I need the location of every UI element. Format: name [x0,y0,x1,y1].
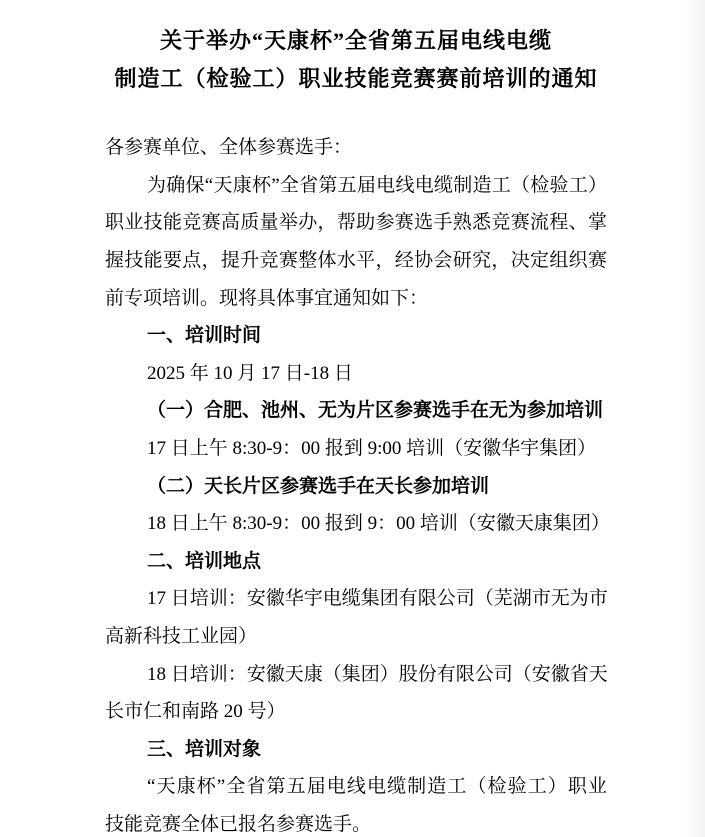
section-2-heading: 二、培训地点 [147,550,262,572]
venue-day17-line-2: 高新科技工业园） [105,625,258,647]
section-1-sub-1-heading: （一）合肥、池州、无为片区参赛选手在无为参加培训 [147,400,604,422]
training-date-line: 2025 年 10 月 17 日-18 日 [147,362,353,384]
page-right-edge-shade [679,0,705,837]
day18-schedule-line: 18 日上午 8:30-9：00 报到 9：00 培训（安徽天康集团） [147,513,610,535]
salutation-line: 各参赛单位、全体参赛选手： [105,137,353,159]
section-1-sub-2-heading: （二）天长片区参赛选手在天长参加培训 [147,475,490,497]
venue-day18-line-2: 长市仁和南路 20 号） [105,701,286,723]
section-1-heading: 一、培训时间 [147,325,262,347]
trainees-line-1: “天康杯”全省第五届电线电缆制造工（检验工）职业 [147,776,607,798]
intro-line-2: 职业技能竞赛高质量举办，帮助参赛选手熟悉竞赛流程、掌 [105,212,607,234]
title-line-2: 制造工（检验工）职业技能竞赛赛前培训的通知 [114,65,598,91]
document-title [105,22,607,97]
day17-schedule-line: 17 日上午 8:30-9：00 报到 9:00 培训（安徽华宇集团） [147,437,597,459]
intro-line-4: 前专项培训。现将具体事宜通知如下： [105,287,429,309]
intro-line-3: 握技能要点，提升竞赛整体水平，经协会研究，决定组织赛 [105,249,607,271]
venue-day18-line-1: 18 日培训：安徽天康（集团）股份有限公司（安徽省天 [147,663,608,685]
section-3-heading: 三、培训对象 [147,738,262,760]
document-body [105,22,610,837]
venue-day17-line-1: 17 日培训：安徽华宇电缆集团有限公司（芜湖市无为市 [147,588,608,610]
title-line-1: 关于举办“天康杯”全省第五届电线电缆 [159,28,552,53]
trainees-line-2: 技能竞赛全体已报名参赛选手。 [105,813,372,835]
intro-line-1: 为确保“天康杯”全省第五届电线电缆制造工（检验工） [147,174,607,196]
